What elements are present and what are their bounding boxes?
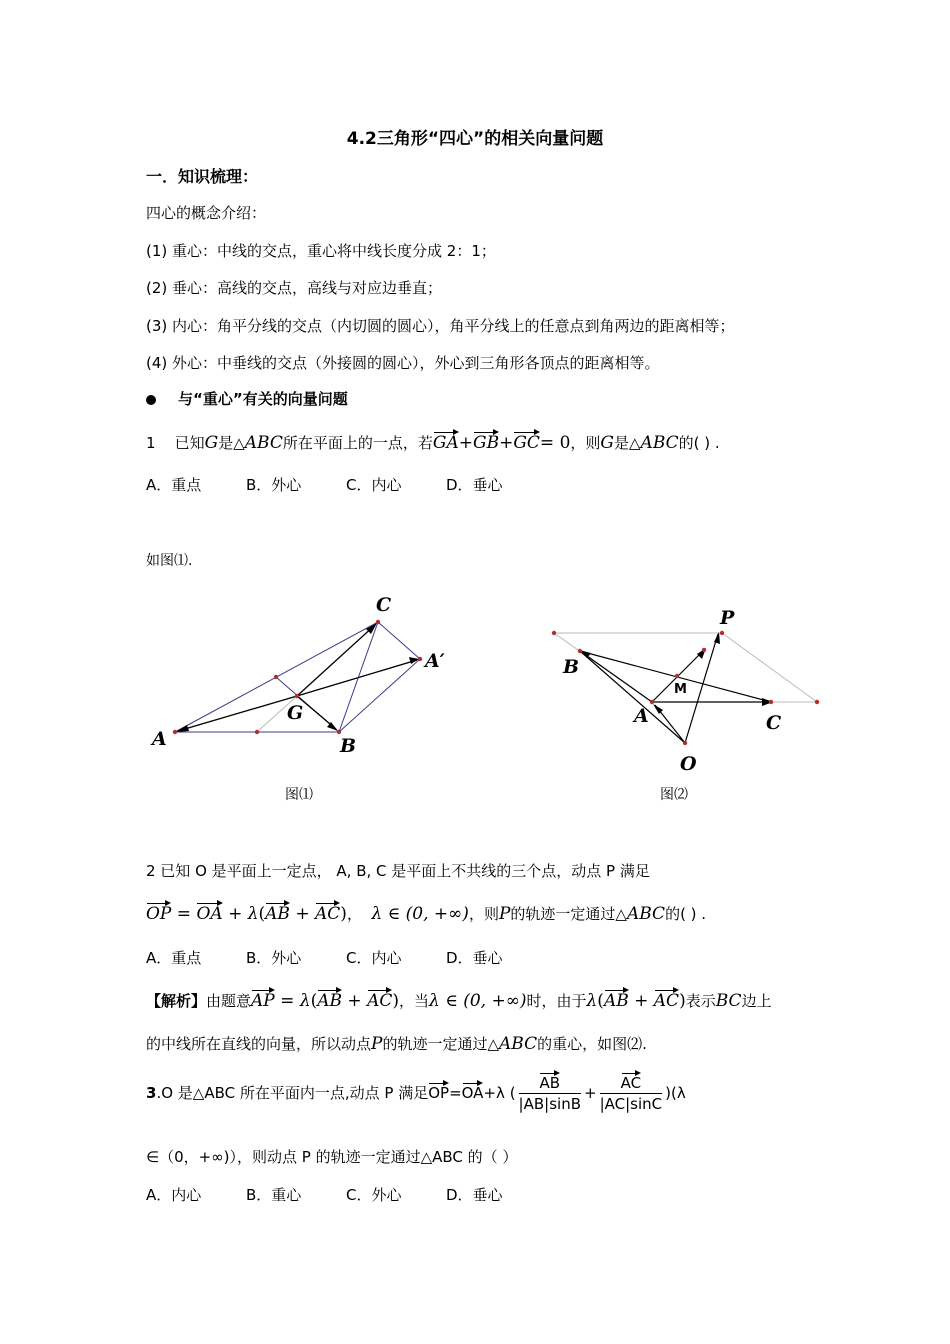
option-a: A．内心 <box>146 1186 202 1204</box>
bullet-icon <box>146 395 156 405</box>
fig2-point <box>815 700 819 704</box>
analysis-line-2: 的中线所在直线的向量，所以动点P的轨迹一定通过△ABC的重心，如图⑵. <box>146 1034 647 1054</box>
option-b: B．重心 <box>246 1186 302 1204</box>
page-title: 4.2三角形“四心”的相关向量问题 <box>346 129 604 149</box>
question-1: 1 已知G是△ABC所在平面上的一点，若GA+GB+GC= 0，则G是△ABC的( ) . <box>146 433 720 453</box>
fig2-point <box>675 674 679 678</box>
fig1-vec-ga <box>178 696 297 731</box>
figure-2-caption: 图⑵ <box>660 787 688 803</box>
fig2-label-p: P <box>720 607 735 629</box>
option-c: C．内心 <box>346 476 402 494</box>
option-b: B．外心 <box>246 949 302 967</box>
option-a: A．重点 <box>146 476 202 494</box>
section-heading: 一．知识梳理： <box>146 167 259 186</box>
option-c: C．内心 <box>346 949 402 967</box>
fig2-point <box>769 700 773 704</box>
question-3: 3.O 是△ABC 所在平面内一点,动点 P 满足OP=OA+λ ( $\frac{AB}{|AB|\sin B}$ + $\frac{AC}{|AC|\sin C}$ )(λ <box>146 1074 686 1113</box>
option-d: D．垂心 <box>446 476 503 494</box>
fig2-label-b: B <box>563 656 580 678</box>
fig2-label-a: A <box>634 705 649 727</box>
fraction-ab: $\frac{AB}{|AB|\sin B}$ <box>518 1074 581 1113</box>
fig2-point <box>702 648 706 652</box>
concept-item: (1) 重心：中线的交点，重心将中线长度分成 2：1； <box>146 242 496 260</box>
fig1-point <box>376 620 380 624</box>
fig2-label-c: C <box>766 712 782 734</box>
concept-item: (3) 内心：角平分线的交点（内切圆的圆心），角平分线上的任意点到角两边的距离相等； <box>146 317 735 335</box>
fig2-vec-ab <box>580 651 652 702</box>
fig2-label-m: M <box>674 682 687 697</box>
question-2: 2 已知 O 是平面上一定点， A, B, C 是平面上不共线的三个点，动点 P 满足 <box>146 862 650 880</box>
fig2-label-o: O <box>680 753 697 775</box>
fig1-label-a: A <box>152 728 167 750</box>
fig1-point <box>295 694 299 698</box>
fig1-side-ca' <box>378 622 420 659</box>
fig1-label-b: B <box>340 735 357 757</box>
question-2-options <box>146 947 546 968</box>
fig1-arrowhead <box>409 657 419 664</box>
option-d: D．垂心 <box>446 949 503 967</box>
fig2-point <box>578 649 582 653</box>
question-3-line-2: ∈（0，+∞)），则动点 P 的轨迹一定通过△ABC 的（ ） <box>146 1148 518 1166</box>
fraction-ac: $\frac{AC}{|AC|\sin C}$ <box>599 1074 663 1113</box>
fig2-arrowhead <box>714 632 720 644</box>
fig2-vec-op <box>685 634 718 743</box>
option-c: C．外心 <box>346 1186 402 1204</box>
concept-item: (4) 外心：中垂线的交点（外接圆的圆心），外心到三角形各顶点的距离相等。 <box>146 354 660 372</box>
fig1-side-ba' <box>339 659 420 732</box>
fig1-label-a-prime: A′ <box>425 650 445 672</box>
option-b: B．外心 <box>246 476 302 494</box>
intro-text: 四心的概念介绍： <box>146 204 267 222</box>
figure-1-caption: 图⑴ <box>285 787 313 803</box>
fig1-vec-gc <box>297 625 375 696</box>
fig1-point <box>173 730 177 734</box>
figure-2 <box>540 600 830 780</box>
option-a: A．重点 <box>146 949 202 967</box>
question-3-options <box>146 1184 546 1205</box>
bullet-heading: 与“重心”有关的向量问题 <box>146 388 348 409</box>
question-2-formula: OP = OA + λ(AB + AC)， λ ∈ (0, +∞)，则P的轨迹一定通过△ABC的( ) . <box>146 904 707 924</box>
fig2-point <box>720 631 724 635</box>
fig1-point <box>418 657 422 661</box>
question-1-options <box>146 474 546 495</box>
fig2-point <box>650 700 654 704</box>
fig1-point <box>337 730 341 734</box>
fig1-point <box>255 730 259 734</box>
fig1-arrowhead <box>176 725 189 732</box>
fig2-guide <box>722 633 817 702</box>
fig2-point <box>552 631 556 635</box>
fig1-point <box>274 675 278 679</box>
fig2-point <box>683 741 687 745</box>
figure-note: 如图⑴. <box>146 553 193 569</box>
analysis-line-1: 【解析】由题意AP = λ(AB + AC)，当λ ∈ (0, +∞)时，由于λ(AB + AC)表示BC边上 <box>146 991 772 1011</box>
concept-item: (2) 垂心：高线的交点，高线与对应边垂直； <box>146 279 443 297</box>
fig1-label-c: C <box>376 594 392 616</box>
option-d: D．垂心 <box>446 1186 503 1204</box>
fig1-label-g: G <box>287 702 304 724</box>
figure-1 <box>140 590 460 760</box>
